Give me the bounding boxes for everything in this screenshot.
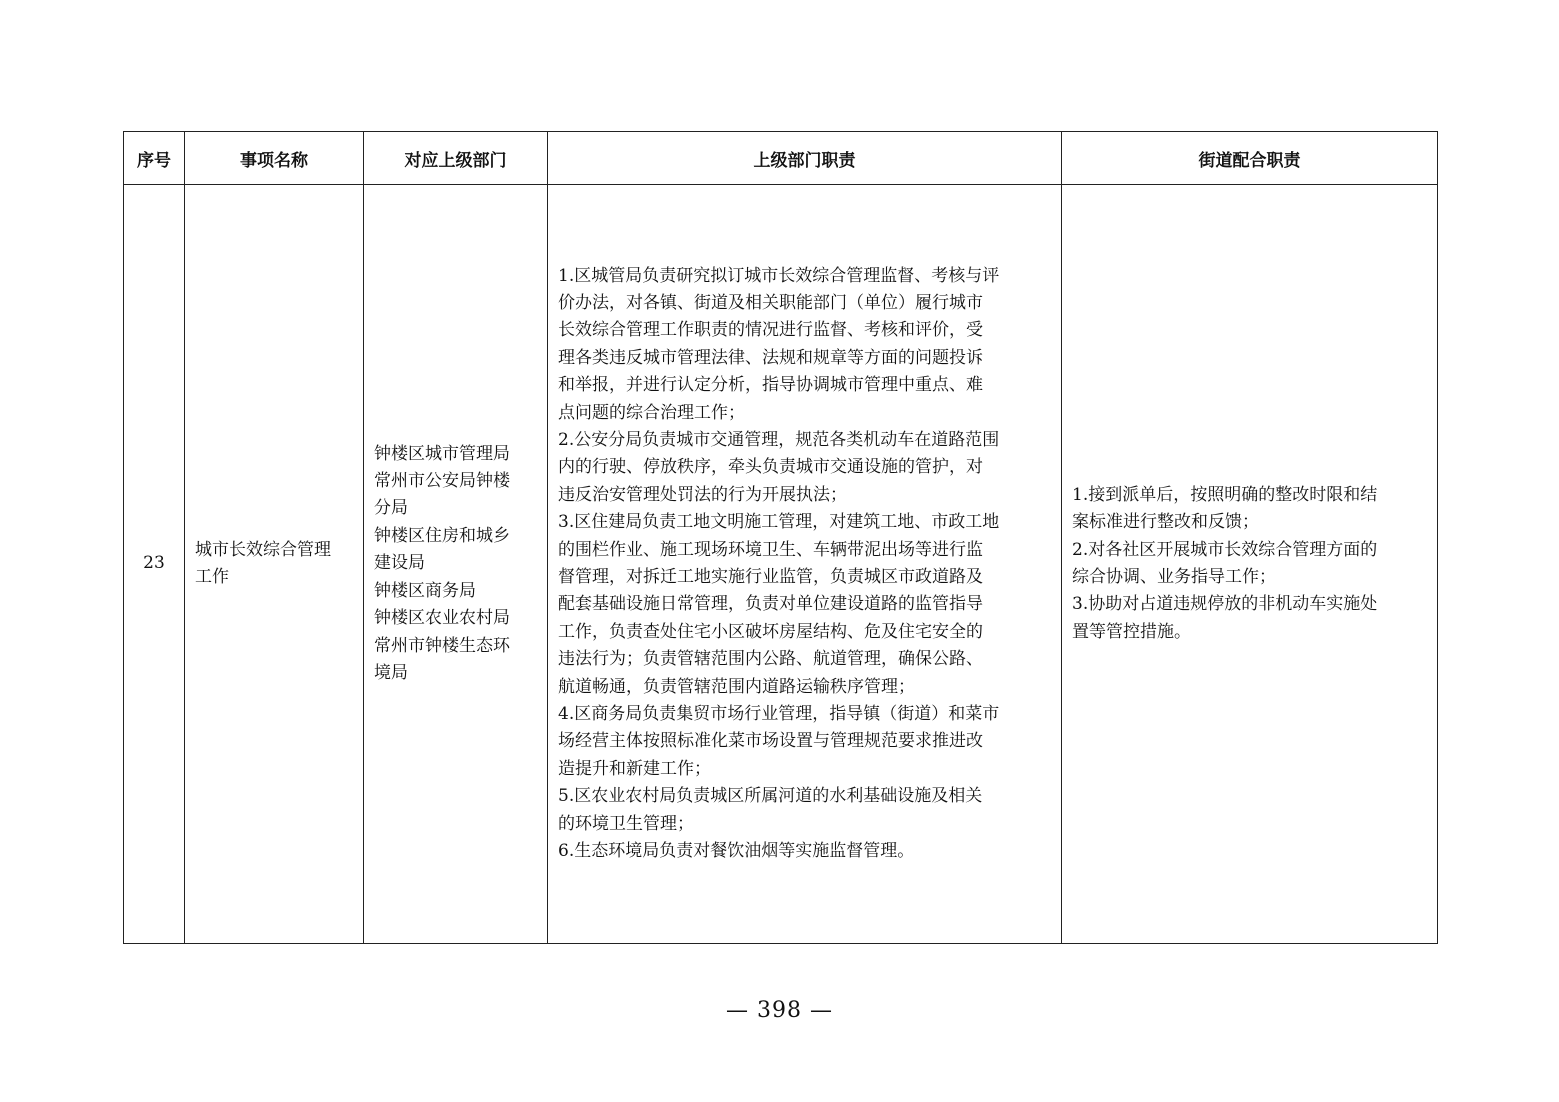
department-line: 钟楼区城市管理局	[374, 443, 510, 464]
cell-departments	[364, 185, 548, 944]
upper-duty-line: 造提升和新建工作；	[558, 758, 711, 779]
upper-duty-line: 理各类违反城市管理法律、法规和规章等方面的问题投诉	[558, 347, 983, 368]
upper-duty-line: 的围栏作业、施工现场环境卫生、车辆带泥出场等进行监	[558, 539, 983, 560]
upper-duty-line: 和举报，并进行认定分析，指导协调城市管理中重点、难	[558, 375, 983, 396]
department-line: 分局	[374, 498, 408, 519]
department-line: 钟楼区住房和城乡	[374, 525, 510, 546]
department-line: 钟楼区商务局	[374, 580, 476, 601]
upper-duty-line: 的环境卫生管理；	[558, 813, 694, 834]
header-seq: 序号	[124, 132, 185, 185]
department-line: 境局	[374, 662, 408, 683]
upper-duty-line: 2.公安分局负责城市交通管理，规范各类机动车在道路范围	[558, 429, 1000, 450]
department-line: 常州市钟楼生态环	[374, 635, 510, 656]
street-duty-line: 综合协调、业务指导工作；	[1072, 567, 1276, 587]
upper-duty-line: 点问题的综合治理工作；	[558, 402, 745, 423]
upper-duty-line: 5.区农业农村局负责城区所属河道的水利基础设施及相关	[558, 786, 983, 807]
page-number: — 398 —	[726, 998, 833, 1023]
department-line: 建设局	[374, 553, 425, 574]
responsibility-table	[123, 131, 1438, 944]
header-upper-department: 对应上级部门	[364, 132, 548, 185]
header-street-duties: 街道配合职责	[1062, 132, 1438, 185]
street-duty-line: 案标准进行整改和反馈；	[1072, 512, 1259, 533]
table-header-row	[124, 132, 1438, 185]
cell-street-duties	[1062, 185, 1438, 944]
upper-duty-line: 4.区商务局负责集贸市场行业管理，指导镇（街道）和菜市	[558, 704, 1000, 725]
upper-duty-line: 配套基础设施日常管理，负责对单位建设道路的监管指导	[558, 594, 983, 615]
upper-duty-line: 1.区城管局负责研究拟订城市长效综合管理监督、考核与评	[558, 265, 1000, 286]
header-item-name: 事项名称	[185, 132, 364, 185]
cell-seq: 23	[124, 185, 185, 944]
upper-duty-line: 内的行驶、停放秩序，牵头负责城市交通设施的管护，对	[558, 457, 983, 478]
table-row	[124, 185, 1438, 944]
upper-duty-line: 航道畅通，负责管辖范围内道路运输秩序管理；	[558, 676, 915, 697]
header-upper-duties: 上级部门职责	[548, 132, 1062, 185]
department-line: 常州市公安局钟楼	[374, 471, 510, 492]
upper-duty-line: 价办法，对各镇、街道及相关职能部门（单位）履行城市	[558, 292, 983, 313]
upper-duty-line: 工作，负责查处住宅小区破坏房屋结构、危及住宅安全的	[558, 621, 983, 642]
upper-duty-line: 督管理，对拆迁工地实施行业监管，负责城区市政道路及	[558, 567, 983, 587]
street-duty-line: 3.协助对占道违规停放的非机动车实施处	[1072, 594, 1378, 615]
upper-duty-line: 长效综合管理工作职责的情况进行监督、考核和评价，受	[558, 320, 983, 341]
street-duty-line: 置等管控措施。	[1072, 621, 1191, 642]
street-duty-line: 1.接到派单后，按照明确的整改时限和结	[1072, 484, 1378, 505]
cell-upper-duties	[548, 185, 1062, 944]
item-name-line: 工作	[195, 567, 229, 587]
upper-duty-line: 违反治安管理处罚法的行为开展执法；	[558, 484, 847, 505]
upper-duty-line: 违法行为；负责管辖范围内公路、航道管理，确保公路、	[558, 649, 983, 670]
cell-item-name	[185, 185, 364, 944]
upper-duty-line: 6.生态环境局负责对餐饮油烟等实施监督管理。	[558, 841, 915, 862]
street-duty-line: 2.对各社区开展城市长效综合管理方面的	[1072, 539, 1378, 560]
item-name-line: 城市长效综合管理	[195, 539, 331, 560]
department-line: 钟楼区农业农村局	[374, 608, 510, 629]
upper-duty-line: 3.区住建局负责工地文明施工管理，对建筑工地、市政工地	[558, 512, 1000, 533]
upper-duty-line: 场经营主体按照标准化菜市场设置与管理规范要求推进改	[558, 731, 983, 752]
